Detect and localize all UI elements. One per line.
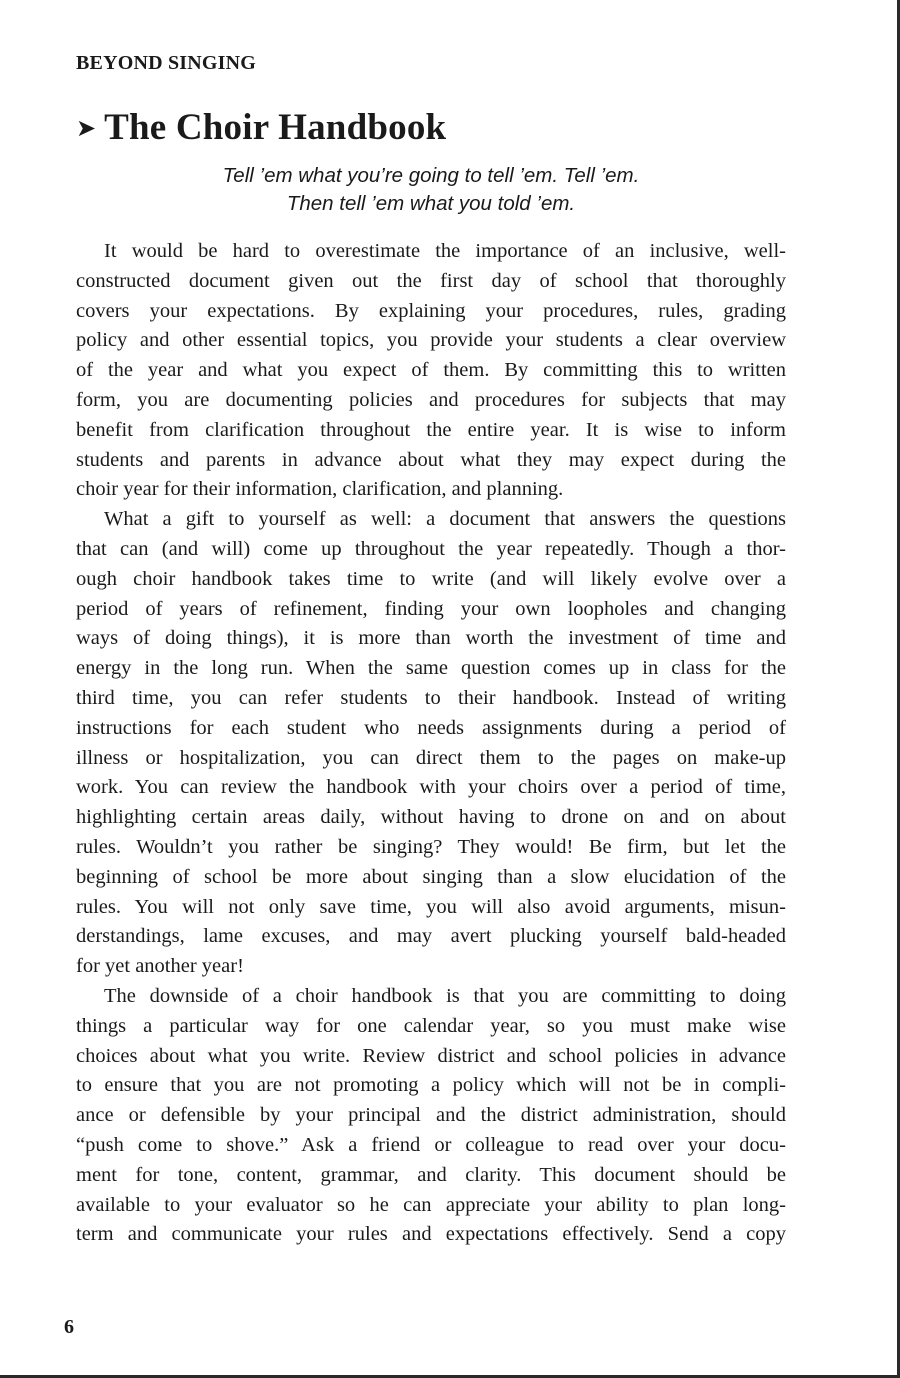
page-number: 6	[64, 1316, 74, 1338]
body-line: form, you are documenting policies and procedures for subjects that may	[76, 388, 786, 411]
body-line: highlighting certain areas daily, without having to drone on and on about	[76, 806, 786, 829]
body-line: instructions for each student who needs assignments during a period of	[76, 716, 786, 739]
body-text	[76, 237, 786, 1250]
body-line: energy in the long run. When the same question comes up in class for the	[76, 657, 786, 680]
body-line: available to your evaluator so he can appreciate your ability to plan long-	[76, 1193, 786, 1216]
epigraph-line: Then tell ’em what you told ’em.	[286, 192, 576, 215]
body-line: ance or defensible by your principal and the district administration, should	[76, 1104, 786, 1127]
section-heading	[76, 106, 446, 149]
body-line: constructed document given out the first day of school that thoroughly	[76, 269, 786, 292]
arrow-bullet-icon: ➤	[76, 116, 97, 142]
body-line: It would be hard to overestimate the importance of an inclusive, well-	[104, 240, 786, 262]
body-line: things a particular way for one calendar year, so you must make wise	[76, 1014, 786, 1037]
body-line: “push come to shove.” Ask a friend or colleague to read over your docu-	[76, 1133, 786, 1156]
body-line: beginning of school be more about singing than a slow elucidation of the	[76, 865, 786, 888]
body-line: choir year for their information, clarification, and planning.	[76, 478, 564, 501]
body-line: that can (and will) come up throughout the year repeatedly. Though a thor-	[76, 537, 786, 560]
epigraph	[76, 162, 786, 218]
body-line: ways of doing things), it is more than worth the investment of time and	[76, 627, 786, 650]
body-line: work. You can review the handbook with your choirs over a period of time,	[76, 776, 786, 799]
body-line: for yet another year!	[76, 955, 244, 978]
running-head: BEYOND SINGING	[76, 52, 257, 74]
body-line: benefit from clarification throughout the entire year. It is wise to inform	[76, 418, 786, 441]
body-line: covers your expectations. By explaining your procedures, rules, grading	[76, 299, 786, 322]
section-title: The Choir Handbook	[104, 107, 447, 148]
body-line: term and communicate your rules and expectations effectively. Send a copy	[76, 1223, 786, 1246]
body-line: to ensure that you are not promoting a policy which will not be in compli-	[76, 1074, 786, 1097]
epigraph-line: Tell ’em what you’re going to tell ’em. Tell ’em.	[222, 164, 640, 187]
body-line: derstandings, lame excuses, and may avert plucking yourself bald-headed	[76, 925, 786, 948]
body-line: of the year and what you expect of them. By committing this to written	[76, 359, 786, 382]
body-line: students and parents in advance about what they may expect during the	[76, 448, 786, 471]
body-line: ough choir handbook takes time to write (and will likely evolve over a	[76, 567, 786, 590]
body-line: The downside of a choir handbook is that you are committing to doing	[104, 984, 786, 1007]
body-line: What a gift to yourself as well: a document that answers the questions	[104, 508, 786, 531]
body-line: choices about what you write. Review district and school policies in advance	[76, 1044, 786, 1067]
body-line: illness or hospitalization, you can direct them to the pages on make-up	[76, 746, 786, 769]
body-line: rules. You will not only save time, you will also avoid arguments, misun-	[76, 895, 786, 918]
body-line: period of years of refinement, finding your own loopholes and changing	[76, 597, 786, 620]
body-line: rules. Wouldn’t you rather be singing? They would! Be firm, but let the	[76, 835, 786, 858]
body-line: third time, you can refer students to their handbook. Instead of writing	[76, 686, 786, 709]
body-line: ment for tone, content, grammar, and clarity. This document should be	[76, 1163, 786, 1186]
body-line: policy and other essential topics, you provide your students a clear overview	[76, 329, 786, 352]
